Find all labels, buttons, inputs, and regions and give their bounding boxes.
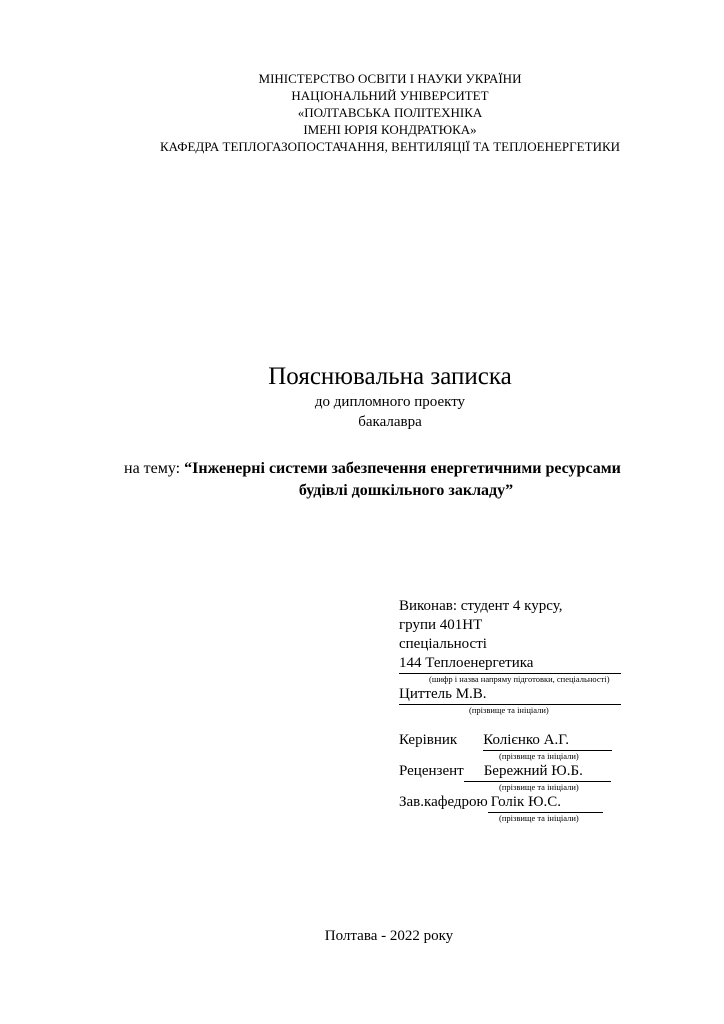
info-block (399, 597, 649, 824)
department-line: КАФЕДРА ТЕПЛОГАЗОПОСТАЧАННЯ, ВЕНТИЛЯЦІЇ ТА ТЕПЛОЕНЕРГЕТИКИ (159, 139, 621, 154)
student-name: Циттель М.В. (399, 685, 621, 705)
specialty-value: 144 Теплоенергетика (399, 654, 621, 674)
group: групи 401НТ (399, 617, 483, 633)
head-caption: (прізвище та ініціали) (499, 813, 579, 823)
head-name: Голік Ю.С. (488, 793, 603, 813)
university-name-line: «ПОЛТАВСЬКА ПОЛІТЕХНІКА (297, 105, 483, 120)
document-title: Пояснювальна записка (268, 363, 512, 390)
document-subtitle: до дипломного проекту (314, 394, 466, 410)
performed-by: Виконав: студент 4 курсу, (399, 598, 563, 614)
title-block (0, 362, 724, 432)
reviewer-caption: (прізвище та ініціали) (499, 782, 579, 792)
degree-label: бакалавра (358, 414, 422, 430)
supervisor-caption: (прізвище та ініціали) (499, 751, 579, 761)
topic-prefix: на тему: (124, 460, 185, 477)
topic-line-1: “Інженерні системи забезпечення енергетичними ресурсами (184, 460, 621, 477)
footer-city-year: Полтава - 2022 року (324, 928, 454, 944)
reviewer-label: Рецензент (399, 763, 464, 779)
header (40, 70, 724, 155)
topic-line-2: будівлі дошкільного закладу” (298, 482, 514, 499)
supervisor-name: Колієнко А.Г. (483, 731, 612, 751)
university-line: НАЦІОНАЛЬНИЙ УНІВЕРСИТЕТ (291, 88, 489, 103)
university-name-line-2: ІМЕНІ ЮРІЯ КОНДРАТЮКА» (303, 122, 477, 137)
reviewer-name: Бережний Ю.Б. (464, 762, 611, 782)
ministry-line: МІНІСТЕРСТВО ОСВІТИ І НАУКИ УКРАЇНИ (258, 71, 522, 86)
head-label: Зав.кафедрою (399, 794, 488, 810)
topic (124, 458, 664, 502)
supervisor-label: Керівник (399, 732, 458, 748)
student-caption: (прізвище та ініціали) (469, 705, 549, 715)
specialty-label: спеціальності (399, 636, 487, 652)
specialty-caption: (шифр і назва напряму підготовки, спеціальності) (429, 674, 610, 684)
